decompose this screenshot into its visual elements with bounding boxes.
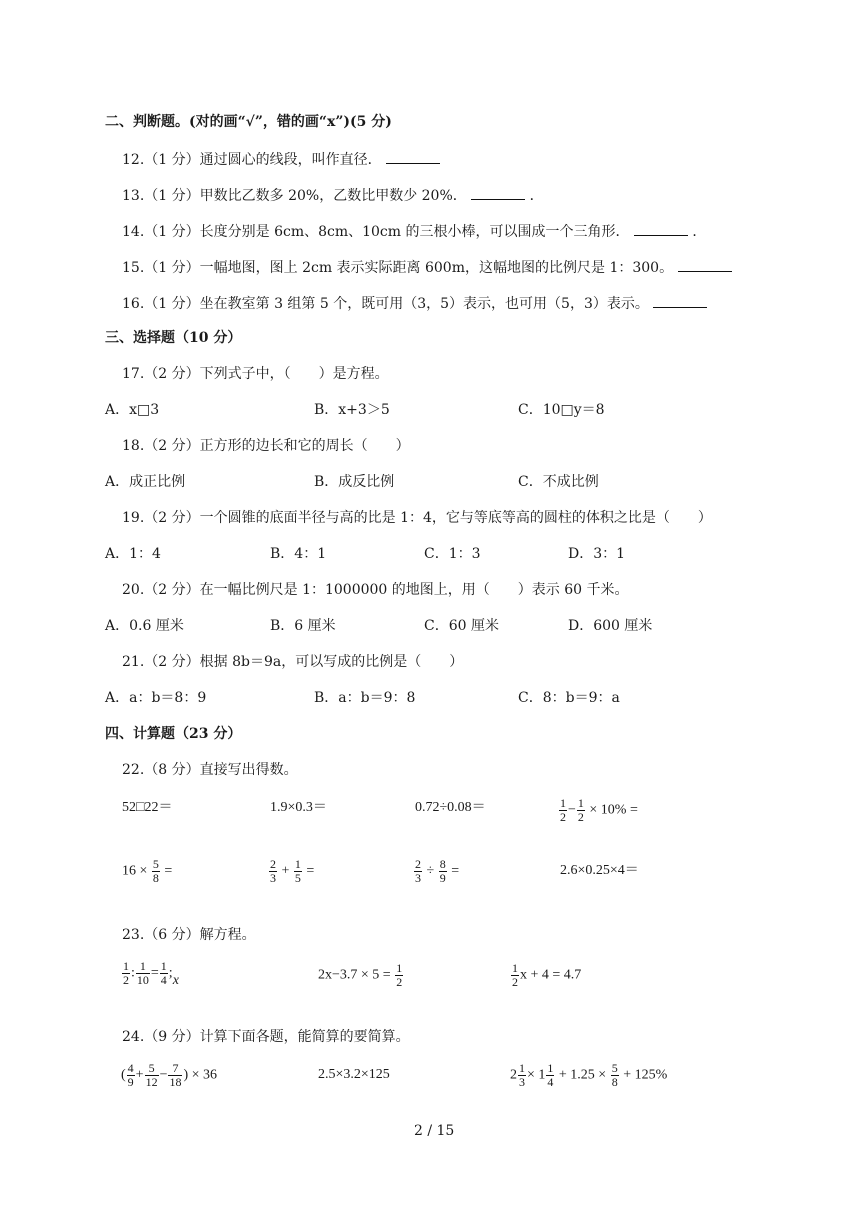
option-c: C．1：3 xyxy=(424,546,481,562)
option-c: C．不成比例 xyxy=(518,474,599,490)
option-b: B．6 厘米 xyxy=(270,618,336,634)
calc-item: $\frac{2}{3}$ ÷ $\frac{8}{9}$ = xyxy=(415,857,460,885)
calc-tail: = xyxy=(164,863,173,879)
question-text: 16.（1 分）坐在教室第 3 组第 5 个，既可用（3，5）表示，也可用（5，3）表示。 xyxy=(122,296,649,312)
calc-item: 52□22＝ xyxy=(122,800,173,815)
question-12 xyxy=(122,151,440,167)
calc-tail: = xyxy=(306,863,315,879)
question-text: 13.（1 分）甲数比乙数多 20%，乙数比甲数少 20%． xyxy=(122,188,467,204)
calc-item: $\frac{1}{2}$ − $\frac{1}{2}$ × 10% = xyxy=(560,796,638,824)
option-c: C．60 厘米 xyxy=(424,618,499,634)
calc-tail: + 125% xyxy=(623,1067,668,1083)
calc-tail: ) × 36 xyxy=(183,1067,218,1083)
calc-item: 16 × $\frac{5}{8}$ = xyxy=(122,857,173,885)
option-a: A．x□3 xyxy=(105,402,160,418)
calc-operator: + xyxy=(281,863,290,879)
option-a: A．1：4 xyxy=(105,546,161,562)
question-20: 20.（2 分）在一幅比例尺是 1：1000000 的地图上，用（ ）表示 60 千米。 xyxy=(122,582,629,598)
option-d: D．3：1 xyxy=(568,546,626,562)
question-text: 14.（1 分）长度分别是 6cm、8cm、10cm 的三根小棒，可以围成一个三角形． xyxy=(122,224,630,240)
calc-item: 1.9×0.3＝ xyxy=(270,800,327,815)
answer-blank xyxy=(653,295,707,308)
option-a: A．成正比例 xyxy=(105,474,186,490)
answer-blank xyxy=(678,259,732,272)
calc-operator: ÷ xyxy=(426,863,435,879)
calc-item: 2.5×3.2×125 xyxy=(318,1067,390,1082)
question-end: ． xyxy=(529,188,544,204)
question-text: 15.（1 分）一幅地图，图上 2cm 表示实际距离 600m，这幅地图的比例尺是 1：300。 xyxy=(122,260,674,276)
calc-tail: × 10% = xyxy=(589,802,638,818)
equation-head: 2x−3.7 × 5 = xyxy=(318,967,391,983)
calc-item: $\frac{2}{3}$ + $\frac{1}{5}$ = xyxy=(270,857,315,885)
section-heading-judgement: 二、判断题。(对的画“√”，错的画“x”)(5 分) xyxy=(105,114,392,130)
option-b: B．a：b＝9：8 xyxy=(314,690,416,706)
question-18: 18.（2 分）正方形的边长和它的周长（ ） xyxy=(122,438,410,454)
calc-item: ( $\frac{4}{9}$ + $\frac{5}{12}$ − $\frac{7}{18}$ ) × 36 xyxy=(121,1061,218,1089)
section-heading-choice: 三、选择题（10 分） xyxy=(105,330,242,346)
calc-tail: = xyxy=(451,863,460,879)
question-end: ． xyxy=(692,224,707,240)
question-17: 17.（2 分）下列式子中，（ ）是方程。 xyxy=(122,366,389,382)
option-a: A．0.6 厘米 xyxy=(105,618,184,634)
answer-blank xyxy=(471,187,525,200)
option-b: B．4：1 xyxy=(270,546,327,562)
calc-mid: + 1.25 × xyxy=(558,1067,607,1083)
calc-item: 2.6×0.25×4＝ xyxy=(560,863,639,878)
question-24: 24.（9 分）计算下面各题，能简算的要简算。 xyxy=(122,1029,410,1045)
question-21: 21.（2 分）根据 8b＝9a，可以写成的比例是（ ） xyxy=(122,654,464,670)
option-b: B．x+3＞5 xyxy=(314,402,390,418)
calc-item: 2 $\frac{1}{3}$ × 1 $\frac{1}{4}$ + 1.25 × $\frac{5}{8}$ + 125% xyxy=(510,1061,668,1089)
option-d: D．600 厘米 xyxy=(568,618,653,634)
option-b: B．成反比例 xyxy=(314,474,395,490)
option-c: C．10□y＝8 xyxy=(518,402,605,418)
answer-blank xyxy=(634,223,688,236)
question-23: 23.（6 分）解方程。 xyxy=(122,927,256,943)
equation-tail: x + 4 = 4.7 xyxy=(520,967,582,983)
option-c: C．8：b＝9：a xyxy=(518,690,620,706)
question-22: 22.（8 分）直接写出得数。 xyxy=(122,762,298,778)
question-19: 19.（2 分）一个圆锥的底面半径与高的比是 1：4，它与等底等高的圆柱的体积之比是（ ） xyxy=(122,510,712,526)
page-number: 2 / 15 xyxy=(414,1123,455,1139)
answer-blank xyxy=(386,151,440,164)
equation-item: $\frac{1}{2}$ : $\frac{1}{10}$ = $\frac{1}{4}$ ;x xyxy=(123,959,179,989)
equation-item: $\frac{1}{2}$ x + 4 = 4.7 xyxy=(512,961,582,989)
question-15 xyxy=(122,259,732,275)
section-heading-calculation: 四、计算题（23 分） xyxy=(105,726,242,742)
equation-item: 2x−3.7 × 5 = $\frac{1}{2}$ xyxy=(318,961,403,989)
option-a: A．a：b＝8：9 xyxy=(105,690,207,706)
question-text: 12.（1 分）通过圆心的线段，叫作直径． xyxy=(122,152,382,168)
question-13 xyxy=(122,187,544,203)
calc-item: 0.72÷0.08＝ xyxy=(415,800,486,815)
question-14 xyxy=(122,223,706,239)
question-16 xyxy=(122,295,707,311)
calc-head: 16 × xyxy=(122,863,148,879)
